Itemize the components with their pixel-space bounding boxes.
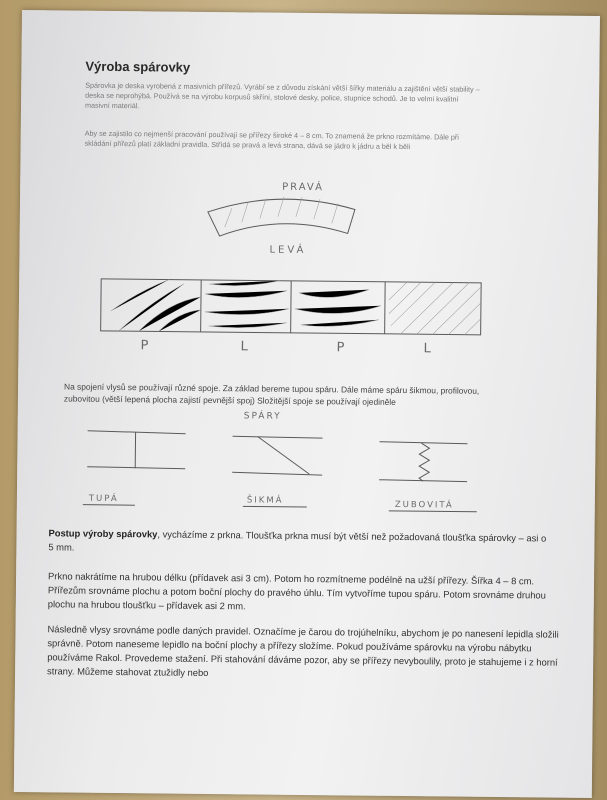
joint-label-zubovita: ZUBOVITÁ bbox=[394, 499, 454, 511]
joints-heading: SPÁRY bbox=[243, 411, 282, 422]
procedure-heading: Postup výroby spárovky bbox=[48, 527, 158, 540]
procedure-paragraph bbox=[48, 526, 548, 559]
rules-paragraph: Aby se zajistilo co nejmenší pracování používají se přířezy široké 4 – 8 cm. To znamená že prkno rozmítáme. Dále při skládání přířezů platí základní pravidla. Střídá se pravá a levá strana, dává se jádro k jádru a běl k běli bbox=[84, 128, 459, 152]
panel-label-2: L bbox=[240, 339, 248, 355]
sketch-label-prava: PRAVÁ bbox=[282, 181, 325, 194]
curved-board-sketch bbox=[207, 179, 355, 257]
joint-label-tupa: TUPÁ bbox=[88, 493, 119, 505]
intro-paragraph: Spárovka je deska vyrobená z masivních přířezů. Vyrábí se z důvodu získání větší šířky materiálu a zajištění větší stability – deska se neprohýbá. Používá se na výrobu korpusů skříní, stolové desky, police, stupnice schodů. Je to velmi kvalitní masivní materiál. bbox=[84, 80, 480, 111]
document-page bbox=[14, 10, 600, 798]
step-2-paragraph: Následně vlysy srovnáme podle daných pravidel. Označíme je čarou do trojúhelníku, abychom je po nanesení lepidla složili správně. Potom naneseme lepidlo na boční plochy a přířezy složíme. Pokud používáme spárovku na výrobu nábytku používáme Rakol. Provedeme stažení. Při stahování dáváme pozor, aby se přířezy nevyboulily, proto je stahujeme i z horní strany. Můžeme stahovat ztužidly nebo bbox=[47, 623, 559, 678]
step-1-paragraph: Prkno nakrátíme na hrubou délku (přídavek asi 3 cm). Potom ho rozmítneme podélně na užší přířezy. Šířka 4 – 8 cm. Přířezům srovnáme plochu a potom boční plochy do pravého úhlu. Tím vytvoříme tupou spáru. Potom srovnáme druhou plochu na hrubou tloušťku – přídavek asi 2 mm. bbox=[47, 570, 546, 612]
sketch-label-leva: LEVÁ bbox=[269, 244, 307, 256]
joints-paragraph: Na spojení vlysů se používají různé spoje. Za základ bereme tupou spáru. Dále máme spáru šikmou, profilovou, zubovitou (větší lepená plocha zajistí pevnější spoj) Složitější spoje se používají ojediněle bbox=[63, 381, 480, 407]
page-title: Výroba spárovky bbox=[85, 58, 191, 75]
panel-label-1: P bbox=[140, 338, 149, 354]
panel-sketch bbox=[100, 279, 481, 357]
procedure-text: , vycházíme z prkna. Tloušťka prkna musí být větší než požadovaná tloušťka spárovky – asi o 5 mm. bbox=[48, 528, 547, 553]
joint-label-sikma: ŠIKMÁ bbox=[246, 495, 284, 506]
joints-sketch bbox=[83, 408, 478, 512]
panel-label-4: L bbox=[423, 341, 431, 357]
panel-label-3: P bbox=[336, 340, 345, 356]
